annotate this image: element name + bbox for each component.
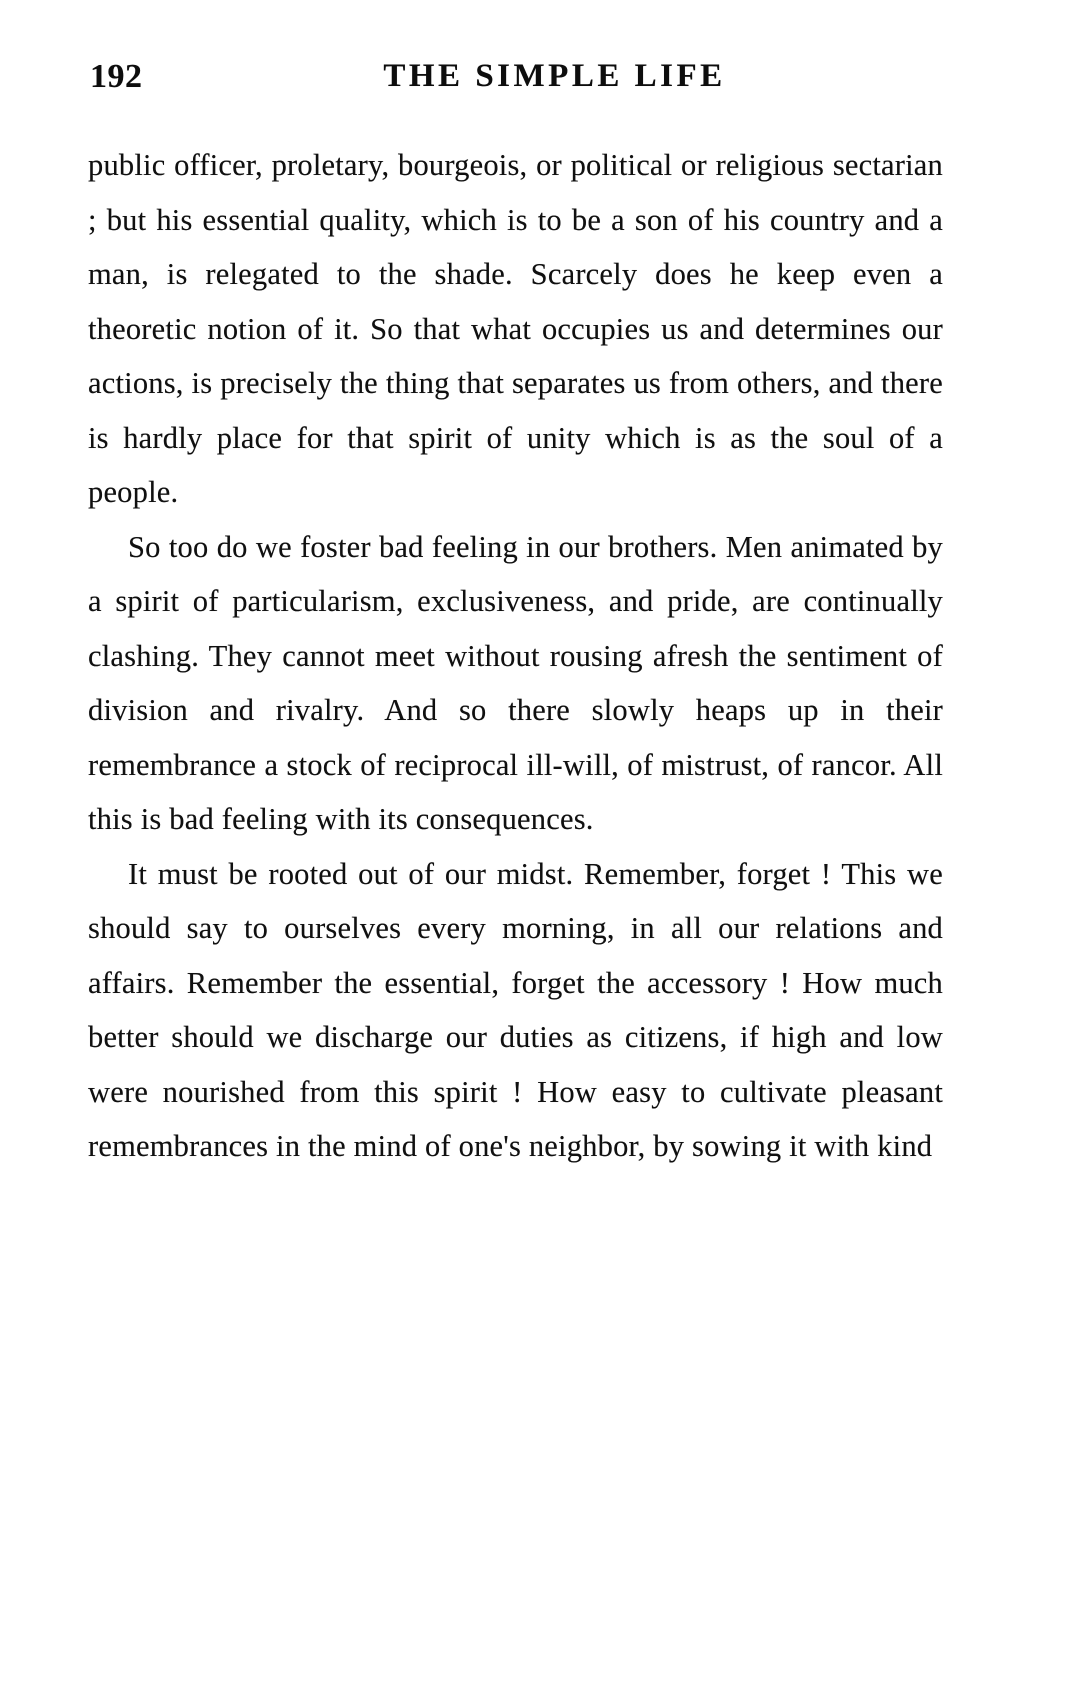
body-paragraph: So too do we foster bad feeling in our brothers. Men animated by a spirit of particularism, exclusiveness, and pride, are continually clashing. They cannot meet without rousing afresh the sentiment of division and rivalry. And so there slowly heaps up in their remembrance a stock of reciprocal ill-will, of mistrust, of rancor. All this is bad feeling with its consequences.: [88, 529, 943, 836]
body-paragraph: It must be rooted out of our midst. Remember, forget ! This we should say to ourselves every morning, in all our relations and affairs. Remember the essential, forget the accessory ! How much better should we discharge our duties as citizens, if high and low were nourished from this spirit ! How easy to cultivate pleasant remembrances in the mind of one's neighbor, by sowing it with kind: [88, 856, 943, 1163]
body-paragraph: public officer, proletary, bourgeois, or political or religious sectarian ; but his essential quality, which is to be a son of his country and a man, is relegated to the shade. Scarcely does he keep even a theoretic notion of it. So that what occupies us and determines our actions, is precisely the thing that separates us from others, and there is hardly place for that spirit of unity which is as the soul of a people.: [88, 148, 943, 509]
page-header: [90, 58, 995, 108]
page-number: 192: [90, 58, 143, 95]
running-head-title: THE SIMPLE LIFE: [383, 58, 726, 94]
page-body: [88, 138, 943, 1174]
